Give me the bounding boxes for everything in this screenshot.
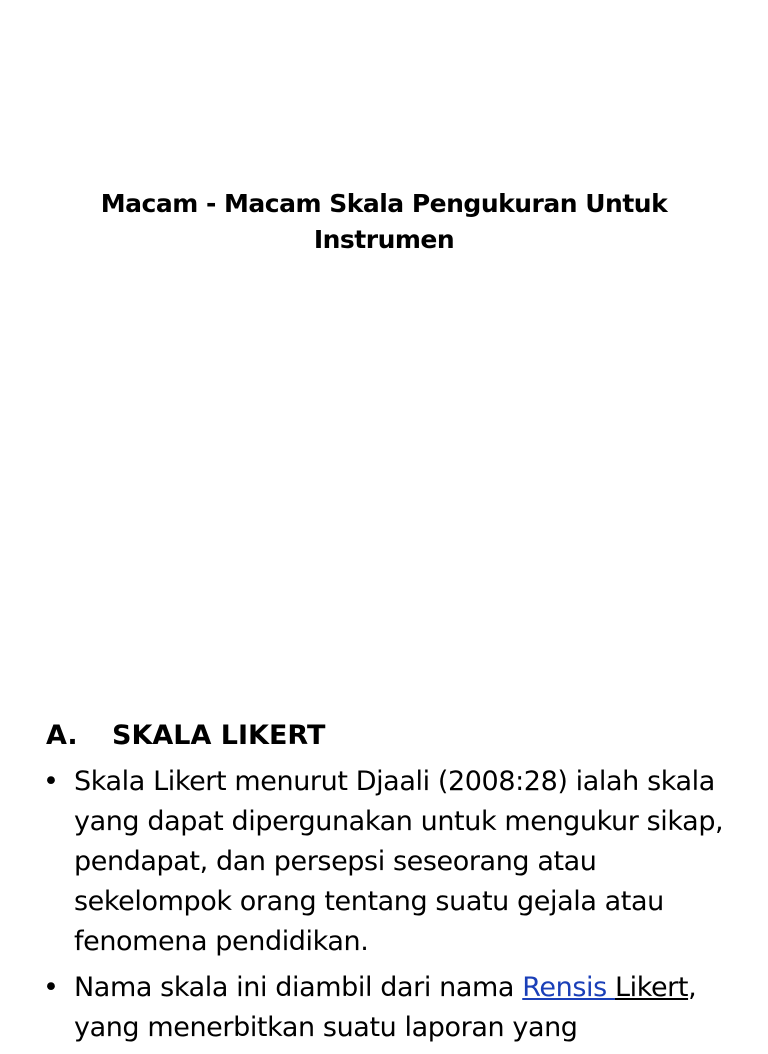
slide-title-text: Macam - Macam Skala Pengukuran Untuk Instrumen [100, 189, 668, 254]
section-title: SKALA LIKERT [112, 720, 326, 751]
section-letter: A. [46, 720, 78, 751]
bullet-list [0, 762, 768, 1054]
likert-name: Likert [614, 972, 689, 1003]
bullet-item [0, 968, 768, 1048]
slide-skala-likert [0, 690, 768, 1043]
bullet-icon: • [43, 766, 59, 797]
bullet-text: Skala Likert menurut Djaali (2008:28) ialah skala yang dapat dipergunakan untuk mengukur sikap, pendapat, dan persepsi seseorang atau sekelompok orang tentang suatu gejala atau fenomena pendidikan. [74, 766, 724, 957]
bullet-icon: • [43, 972, 59, 1003]
bullet-text-suffix: , yang menerbitkan suatu laporan yang [74, 972, 697, 1043]
bullet-item [0, 762, 768, 962]
rensis-link[interactable]: Rensis [522, 972, 615, 1003]
section-heading [46, 718, 325, 754]
bullet-text-prefix: Nama skala ini diambil dari nama [74, 972, 523, 1003]
